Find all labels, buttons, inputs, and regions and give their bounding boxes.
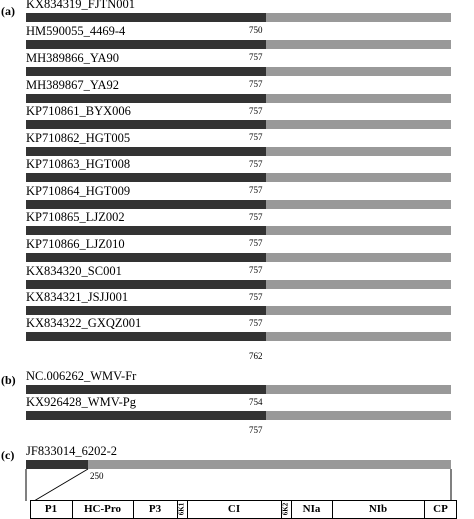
breakpoint-label-panel_a-8: 757 (249, 238, 263, 248)
gene-divider (332, 500, 333, 519)
breakpoint-label-panel_b-0: 754 (249, 397, 263, 407)
gene-label-6k2: 6K2 (281, 502, 290, 516)
gene-divider (187, 500, 188, 519)
breakpoint-label-panel_a-3: 757 (249, 106, 263, 116)
seq-name-panel_a-1: HM590055_4469-4 (26, 24, 126, 38)
gene-label-cp: CP (433, 503, 448, 515)
seq-name-panel_a-9: KP710866_LJZ010 (26, 237, 125, 251)
gene-divider (291, 500, 292, 519)
seq-name-panel_a-6: KP710863_HGT008 (26, 157, 131, 171)
breakpoint-label-panel_a-1: 757 (249, 52, 263, 62)
breakpoint-label-panel_a-10: 757 (249, 292, 263, 302)
breakpoint-label-panel_a-2: 757 (249, 79, 263, 89)
seq-name-panel_a-12: KX834322_GXQZ001 (26, 316, 142, 330)
panel-a-label: (a) (1, 4, 15, 18)
gene-divider (72, 500, 73, 519)
breakpoint-label-panel_a-5: 757 (249, 159, 263, 169)
gene-label-p3: P3 (148, 503, 162, 515)
zoom-line-middle (34, 469, 88, 501)
gene-label-6k1: 6K1 (177, 502, 186, 516)
gene-label-nia: NIa (302, 503, 321, 515)
breakpoint-label-panel_a-7: 757 (249, 212, 263, 222)
breakpoint-label-panel_a-11: 757 (249, 318, 263, 328)
panel-b-label: (b) (1, 373, 16, 387)
breakpoint-label-panel_a-4: 757 (249, 132, 263, 142)
seq-name-panel_a-2: MH389866_YA90 (26, 51, 120, 65)
seq-name-panel_a-8: KP710865_LJZ002 (26, 210, 125, 224)
gene-divider (133, 500, 134, 519)
seq-name-panel_a-0: KX834319_FJTN001 (26, 0, 136, 11)
gene-label-nib: NIb (368, 503, 388, 515)
gene-divider (424, 500, 425, 519)
breakpoint-label-panel_a-0: 750 (249, 25, 263, 35)
breakpoint-label-c: 250 (90, 471, 104, 481)
breakpoint-label-panel_b-1: 757 (249, 425, 263, 435)
seq-name-panel_a-3: MH389867_YA92 (26, 78, 120, 92)
panel-c-label: (c) (1, 448, 15, 462)
breakpoint-label-panel_a-12: 762 (249, 351, 263, 361)
breakpoint-label-panel_a-6: 757 (249, 185, 263, 195)
gene-label-ci: CI (227, 503, 241, 515)
seq-name-panel_a-11: KX834321_JSJJ001 (26, 290, 129, 304)
seq-name-panel_a-7: KP710864_HGT009 (26, 184, 131, 198)
seq-name-panel_b-1: KX926428_WMV-Pg (26, 395, 136, 409)
seq-name-panel_a-10: KX834320_SC001 (26, 264, 122, 278)
seq-name-panel_b-0: NC.006262_WMV-Fr (26, 369, 137, 383)
seq-name-panel_a-5: KP710862_HGT005 (26, 131, 131, 145)
seq-name-panel_a-4: KP710861_BYX006 (26, 104, 131, 118)
gene-label-p1: P1 (44, 503, 58, 515)
seq-name-c: JF833014_6202-2 (26, 444, 117, 458)
gene-label-hc-pro: HC-Pro (83, 503, 122, 515)
breakpoint-label-panel_a-9: 757 (249, 265, 263, 275)
